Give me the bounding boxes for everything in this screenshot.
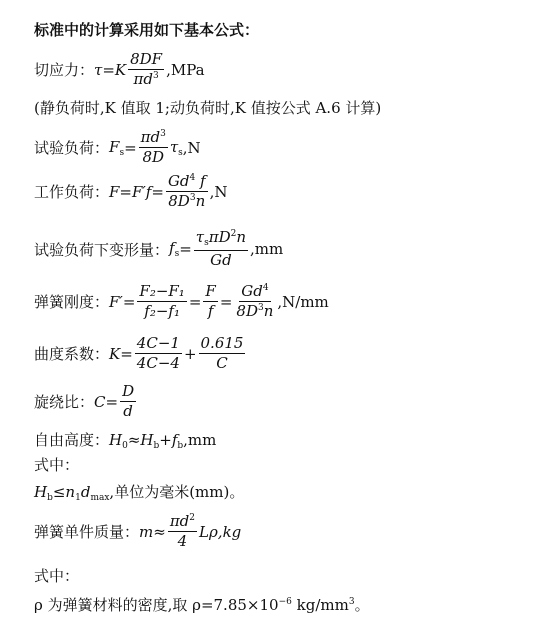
test-load-lhs-sub: s <box>119 147 125 158</box>
hb-sub-1: 1 <box>75 493 81 503</box>
winding-ratio-formula <box>34 384 138 419</box>
intro-text: 标准中的计算采用如下基本公式： <box>34 21 260 39</box>
test-load-tail-base: τ <box>169 137 179 156</box>
shear-denominator <box>131 70 160 87</box>
mass-label: 弹簧单件质量： <box>34 523 140 541</box>
density-exp: −6 <box>278 597 292 607</box>
test-load-eq: = <box>124 138 137 157</box>
deform-denominator: Gd <box>210 251 232 269</box>
test-load-num-exp: 3 <box>160 129 166 139</box>
stiffness-fraction-3 <box>234 284 275 319</box>
shear-note: (静负荷时,K 值取 1;动负荷时,K 值按公式 A.6 计算) <box>34 99 382 117</box>
deform-label: 试验负荷下变形量： <box>34 240 170 259</box>
curvature-fraction-1 <box>135 336 182 371</box>
stiffness-fraction-1 <box>137 284 186 319</box>
work-load-fraction <box>166 174 208 209</box>
work-load-label: 工作负荷： <box>34 183 110 201</box>
hb-n: ≤n <box>52 483 76 501</box>
deform-numerator <box>194 230 248 251</box>
deform-num-exp: 2 <box>230 229 237 239</box>
mass-fraction <box>168 514 197 549</box>
shear-unit: ,MPa <box>166 60 205 79</box>
hb-tail: ,单位为毫米(mm)。 <box>109 483 245 501</box>
deform-lhs-base: f <box>169 239 175 257</box>
shear-numerator: 8DF <box>130 50 163 68</box>
fh-subb: b <box>153 441 160 451</box>
mass-numerator <box>168 514 197 532</box>
stiffness-f2-denominator: f <box>207 302 214 320</box>
fh-unit: ,mm <box>183 431 217 449</box>
stiffness-eq-1: = <box>188 292 202 311</box>
work-load-num-base: Gd <box>167 172 190 190</box>
hb-sub-b: b <box>47 493 53 503</box>
work-load-den-base: 8D <box>168 192 190 210</box>
stiffness-eq-2: = <box>219 292 233 311</box>
stiffness-f3-num-base: Gd <box>241 282 263 300</box>
curvature-f2-denominator: C <box>216 354 228 372</box>
mass-formula <box>34 514 241 549</box>
hb-constraint-line <box>34 482 244 508</box>
stiffness-f1-numerator: F₂−F₁ <box>139 282 185 300</box>
density-unit: kg/mm <box>291 596 349 614</box>
stiffness-f1-denominator: f₂−f₁ <box>144 302 180 320</box>
deform-lhs <box>169 239 179 259</box>
stiffness-lhs: F′= <box>109 292 136 311</box>
hb-d: d <box>80 483 91 501</box>
density-text: ρ 为弹簧材料的密度,取 ρ=7.85×10 <box>34 596 279 614</box>
work-load-numerator <box>166 174 208 192</box>
work-load-num-exp: 4 <box>189 173 196 183</box>
test-load-tail <box>170 138 183 158</box>
curvature-plus: + <box>183 344 197 363</box>
stiffness-f3-den-tail: n <box>263 302 274 320</box>
winding-fraction <box>120 384 136 419</box>
stiffness-f3-denominator <box>234 302 275 319</box>
stiffness-f2-numerator: F <box>205 282 216 300</box>
curvature-formula <box>34 336 247 371</box>
shear-den-exp: 3 <box>152 71 159 81</box>
work-load-lhs: F=F′f= <box>109 182 164 201</box>
deform-lhs-sub: s <box>174 249 180 259</box>
mass-denominator: 4 <box>177 532 188 550</box>
test-load-fraction <box>139 130 168 165</box>
stiffness-f3-num-exp: 4 <box>262 283 269 293</box>
shear-den-base: πd <box>133 70 153 88</box>
work-load-den-exp: 3 <box>189 193 196 203</box>
test-load-tail-sub: s <box>178 147 183 158</box>
test-load-label: 试验负荷： <box>34 139 110 157</box>
free-height-formula <box>34 430 216 456</box>
mass-num-exp: 2 <box>189 513 196 523</box>
deform-eq: = <box>179 240 192 258</box>
shear-label: 切应力： <box>34 61 95 79</box>
shear-fraction <box>128 52 164 87</box>
test-load-unit: ,N <box>182 138 201 157</box>
fh-hb: ≈H <box>127 431 154 449</box>
winding-denominator: d <box>123 402 133 420</box>
test-load-lhs <box>109 138 124 158</box>
curvature-lhs: K= <box>109 344 133 363</box>
hb-sub-max: max <box>90 493 110 503</box>
fh-h: H <box>109 431 123 449</box>
shear-lhs: τ=K <box>94 60 127 79</box>
winding-lhs: C= <box>94 392 119 411</box>
winding-label: 旋绕比： <box>34 393 95 411</box>
stiffness-f3-den-exp: 3 <box>257 303 264 313</box>
density-end: 。 <box>354 596 370 614</box>
test-load-num-base: πd <box>140 128 161 146</box>
work-load-den-tail: n <box>195 192 206 210</box>
stiffness-f3-numerator <box>239 284 270 302</box>
test-load-numerator <box>139 130 168 148</box>
winding-numerator: D <box>122 382 135 400</box>
deform-fraction <box>194 230 248 268</box>
stiffness-fraction-2 <box>203 284 217 319</box>
density-line <box>34 592 370 615</box>
mass-num-base: πd <box>169 512 190 530</box>
test-load-lhs-base: F <box>109 137 120 156</box>
fh-sub0: 0 <box>122 441 128 451</box>
work-load-num-tail: f <box>195 172 206 190</box>
shear-stress-formula <box>34 52 205 87</box>
working-load-formula <box>34 174 228 209</box>
curvature-f1-numerator: 4C−1 <box>136 334 180 352</box>
curvature-f2-numerator: 0.615 <box>200 334 244 352</box>
work-load-unit: ,N <box>209 182 228 201</box>
test-load-formula <box>34 130 201 165</box>
deform-num-pid: πD <box>208 228 231 246</box>
deform-num-tau: τ <box>195 228 205 246</box>
free-height-label: 自由高度： <box>34 431 110 449</box>
stiffness-unit: ,N/mm <box>277 292 329 311</box>
deformation-formula <box>34 230 283 268</box>
deform-num-sub: s <box>204 238 209 248</box>
stiffness-formula <box>34 284 329 319</box>
where-label-2: 式中： <box>34 567 80 585</box>
density-unit-exp: 3 <box>348 597 355 607</box>
mass-lhs: m≈ <box>139 522 166 541</box>
where-label-1: 式中： <box>34 456 80 474</box>
fh-subb2: b <box>177 441 184 451</box>
test-load-denominator: 8D <box>142 148 165 166</box>
mass-tail: Lρ,kg <box>199 522 242 541</box>
fh-fb: +f <box>159 431 178 449</box>
stiffness-f3-den-base: 8D <box>236 302 258 320</box>
curvature-fraction-2 <box>199 336 246 371</box>
stiffness-label: 弹簧刚度： <box>34 293 110 311</box>
hb-h: H <box>34 483 48 501</box>
curvature-f1-denominator: 4C−4 <box>136 354 180 372</box>
deform-num-n: n <box>236 228 247 246</box>
work-load-denominator <box>166 192 207 209</box>
deform-unit: ,mm <box>250 240 284 258</box>
curvature-label: 曲度系数： <box>34 345 110 363</box>
